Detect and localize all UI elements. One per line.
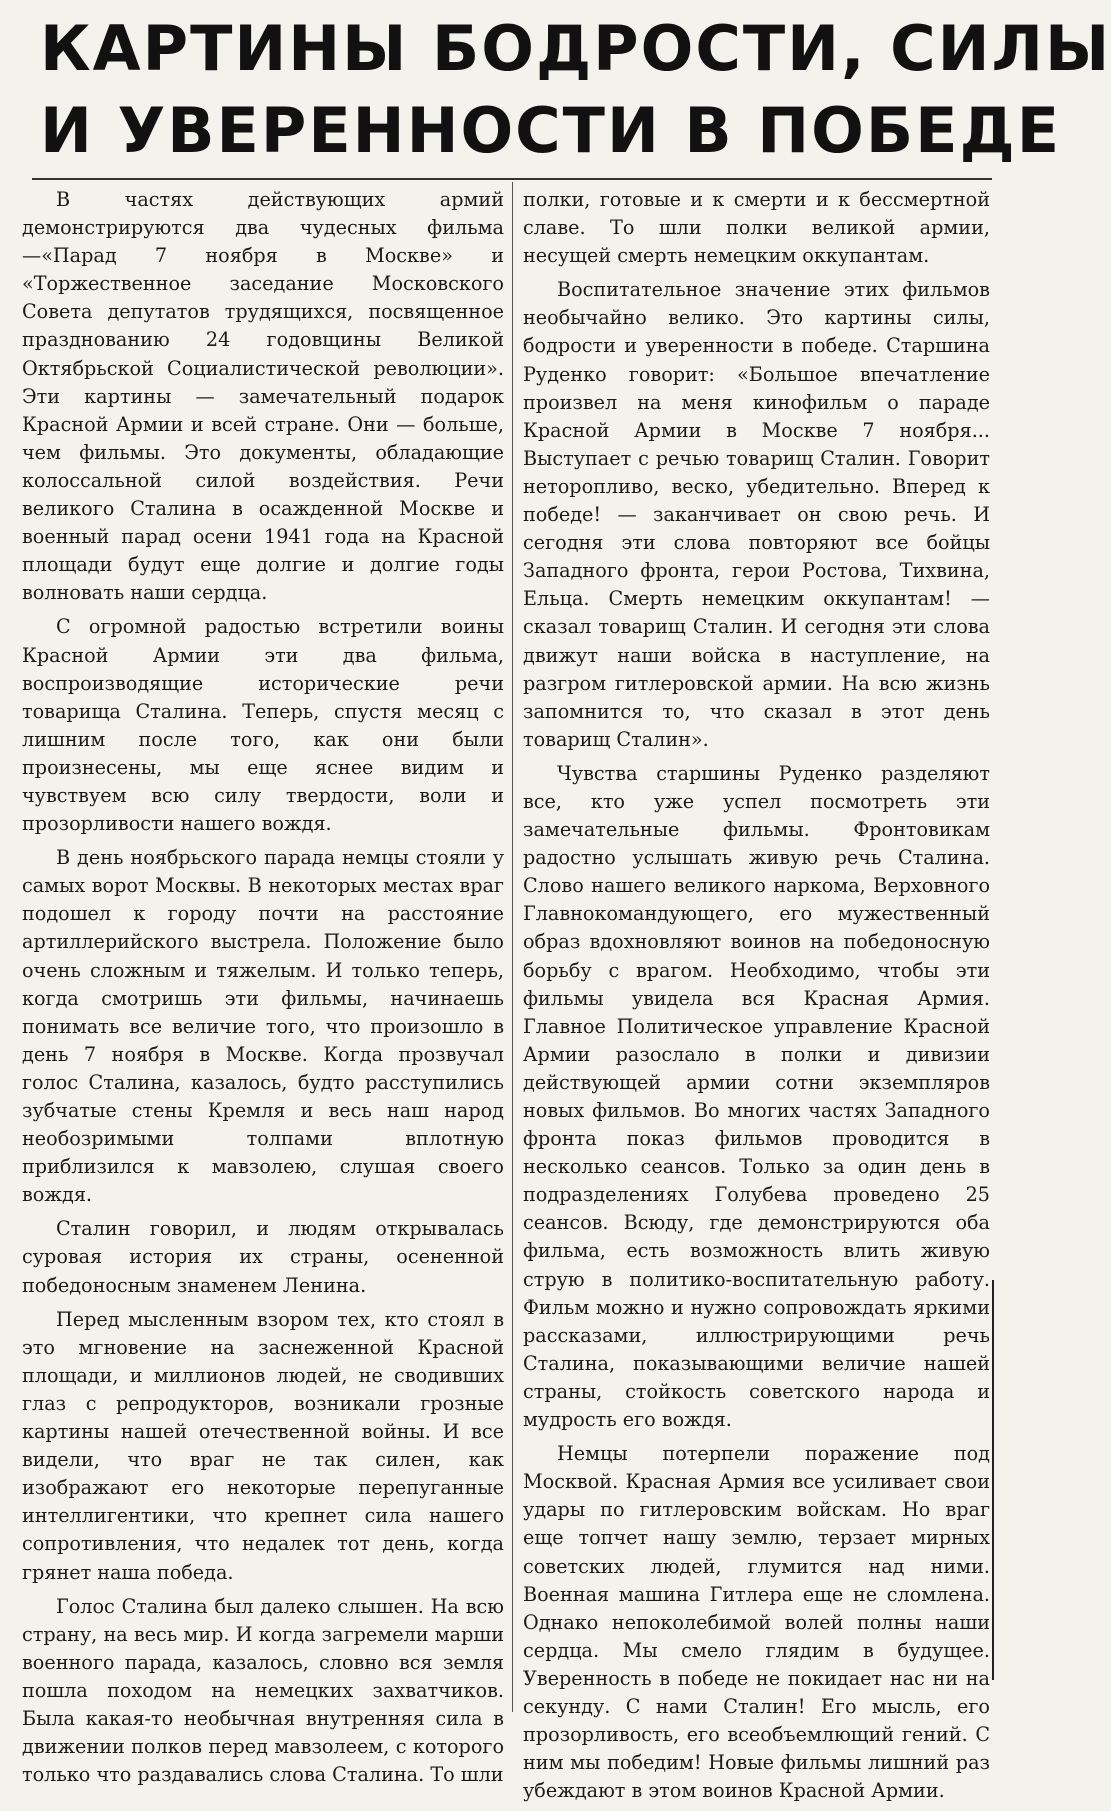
paragraph: Чувства старшины Руденко разделяют все, кто уже успел посмотреть эти замечательные фильмы. Фронтовикам радостно услышать живую речь Сталина. Слово нашего великого наркома, Верховного Главнокомандующего, его мужественный образ вдохновляют воинов на победоносную борьбу с врагом. Необходимо, чтобы эти фильмы увидела вся Красная Армия. Главное Политическое управление Красной Армии разослало в полки и дивизии действующей армии сотни экземпляров новых фильмов. Во многих частях Западного фронта показ фильмов проводится в несколько сеансов. Только за один день в подразделениях Голубева проведено 25 сеансов. Всюду, где демонстрируются оба фильма, есть возможность влить живую струю в политико-воспитательную работу. Фильм можно и нужно сопровождать яркими рассказами, иллюстрирующими речь Сталина, показывающими величие нашей страны, стойкость советского народа и мудрость его вождя.	[523, 761, 990, 1432]
column-divider	[512, 182, 513, 1712]
paragraph: В частях действующих армий демонстрируются два чудесных фильма—«Парад 7 ноября в Москве» и «Торжественное заседание Московского Совета депутатов трудящихся, посвященное празднованию 24 годовщины Великой Октябрьской Социалистической революции». Эти картины — замечательный подарок Красной Армии и всей стране. Они — больше, чем фильмы. Это документы, обладающие колоссальной силой воздействия. Речи великого Сталина в осажденной Москве и военный парад осени 1941 года на Красной площади будут еще долгие и долгие годы волновать наши сердца.	[22, 188, 504, 605]
headline-rule	[32, 178, 992, 180]
headline-line-1: КАРТИНЫ БОДРОСТИ, СИЛЫ	[40, 12, 1111, 85]
paragraph: Воспитательное значение этих фильмов необычайно велико. Это картины силы, бодрости и уверенности в победе. Старшина Руденко говорит: «Большое впечатление произвел на меня кинофильм о параде Красной Армии в Москве 7 ноября... Выступает с речью товарищ Сталин. Говорит неторопливо, веско, убедительно. Вперед к победе! — заканчивает он свою речь. И сегодня эти слова повторяют все бойцы Западного фронта, герои Ростова, Тихвина, Ельца. Смерть немецким оккупантам! — сказал товарищ Сталин. И сегодня эти слова движут наши войска в наступление, на разгром гитлеровской армии. На всю жизнь запомнится то, что сказал в этот день товарищ Сталин».	[523, 278, 990, 751]
left-column	[22, 186, 504, 1795]
paragraph: Голос Сталина был далеко слышен. На всю страну, на весь мир. И когда загремели марши военного парада, казалось, словно вся земля пошла походом на немецких захватчиков. Была какая-то необычная внутренняя сила в движении полков перед мавзолеем, с которого только что раздавались слова Сталина. То шли	[22, 1594, 504, 1787]
headline	[40, 8, 1111, 172]
paragraph: Немцы потерпели поражение под Москвой. Красная Армия все усиливает свои удары по гитлеровским войскам. Но враг еще топчет нашу землю, терзает мирных советских людей, глумится над ними. Военная машина Гитлера еще не сломлена. Однако непоколебимой волей полны наши сердца. Мы смело глядим в будущее. Уверенность в победе не покидает нас ни на секунду. С нами Сталин! Его мысль, его прозорливость, его всеобъемлющий гений. С ним мы победим! Новые фильмы лишний раз убеждают в этом воинов Красной Армии.	[523, 1442, 990, 1803]
paragraph: Перед мысленным взором тех, кто стоял в это мгновение на заснеженной Красной площади, и миллионов людей, не сводивших глаз с репродукторов, возникали грозные картины нашей отечественной войны. И все видели, что враг не так силен, как изображают его некоторые перепуганные интеллигентики, что крепнет сила нашего сопротивления, что недалек тот день, когда грянет наша победа.	[22, 1307, 504, 1584]
paragraph: С огромной радостью встретили воины Красной Армии эти два фильма, воспроизводящие исторические речи товарища Сталина. Теперь, спустя месяц с лишним после того, как они были произнесены, мы еще яснее видим и чувствуем всю силу твердости, воли и прозорливости нашего вождя.	[22, 615, 504, 836]
paragraph-continued: полки, готовые и к смерти и к бессмертной славе. То шли полки великой армии, несущей смерть немецким оккупантам.	[523, 188, 990, 268]
headline-line-2: И УВЕРЕННОСТИ В ПОБЕДЕ	[40, 94, 1062, 167]
paragraph: Сталин говорил, и людям открывалась суровая история их страны, осененной победоносным знаменем Ленина.	[22, 1217, 504, 1297]
paragraph: В день ноябрьского парада немцы стояли у самых ворот Москвы. В некоторых местах враг подошел к городу почти на расстояние артиллерийского выстрела. Положение было очень сложным и тяжелым. И только теперь, когда смотришь эти фильмы, начинаешь понимать все величие того, что произошло в день 7 ноября в Москве. Когда прозвучал голос Сталина, казалось, будто расступились зубчатые стены Кремля и весь наш народ необозримыми толпами вплотную приблизился к мавзолею, слушая своего вождя.	[22, 846, 504, 1207]
page-edge-rule	[992, 1280, 994, 1680]
right-column	[523, 186, 990, 1811]
